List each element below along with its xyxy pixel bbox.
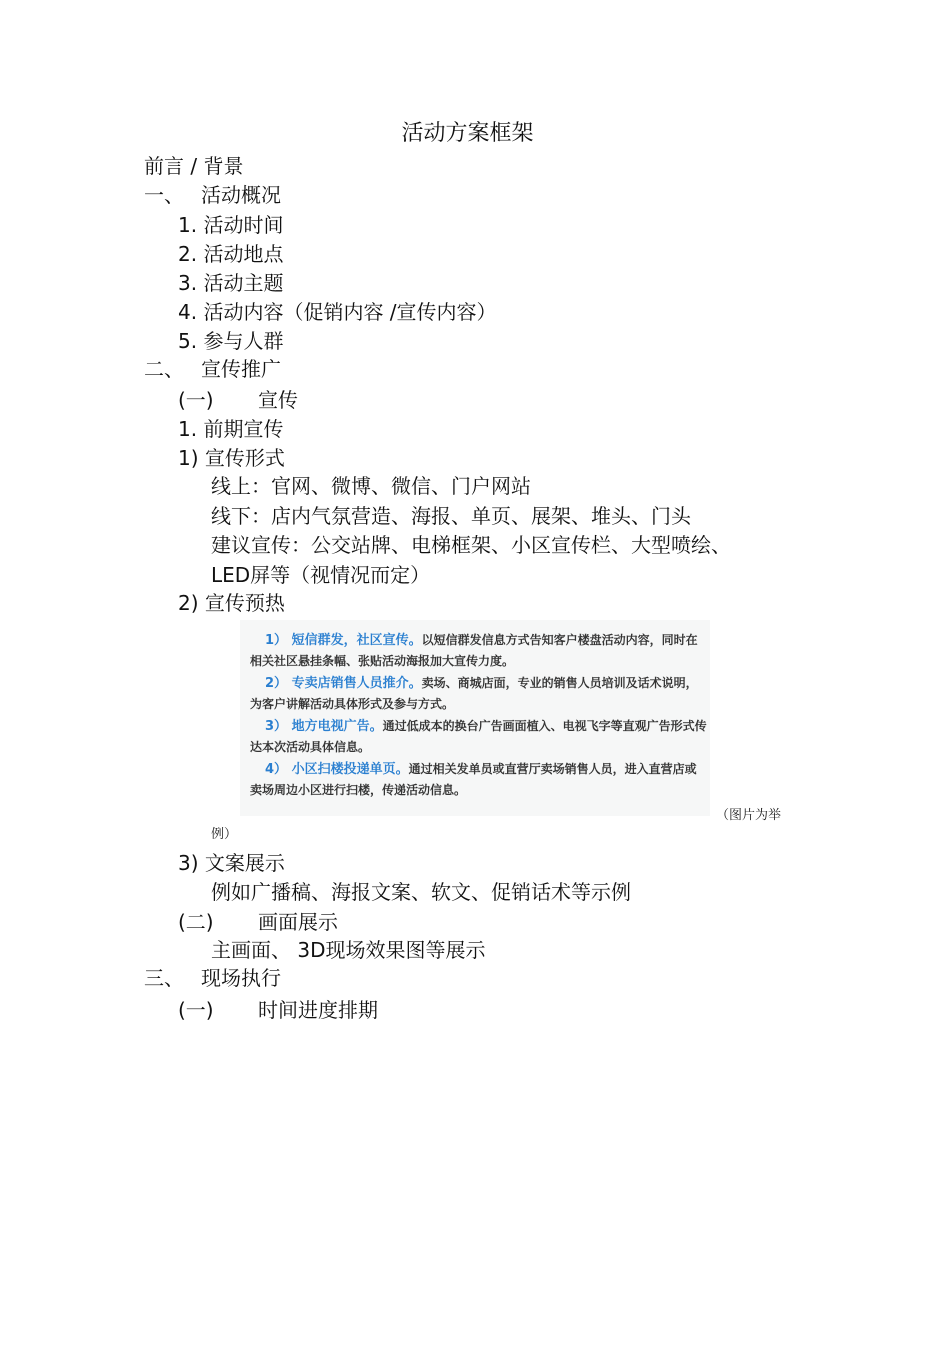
section-3-sub-1-heading: 时间进度排期 — [258, 998, 378, 1022]
section-2-sub-1-number: (一) — [178, 388, 214, 412]
example-image — [240, 620, 710, 816]
copy-display-desc: 例如广播稿、海报文案、软文、促销话术等示例 — [211, 880, 631, 904]
image-row-2-text: 卖场、商城店面，专业的销售人员培训及话术说明， — [421, 676, 698, 690]
offline-channels-line: 线下：店内气氛营造、海报、单页、展架、堆头、门头 — [211, 504, 691, 528]
preface-line: 前言 / 背景 — [144, 154, 244, 178]
image-row-2-heading: 2） 专卖店销售人员推介。 — [265, 676, 422, 691]
image-row-3-heading: 3） 地方电视广告。 — [265, 719, 383, 734]
image-row-4-cont: 卖场周边小区进行扫楼，传递活动信息。 — [250, 783, 467, 797]
suggested-channels-line-1: 建议宣传：公交站牌、电梯框架、小区宣传栏、大型喷绘、 — [211, 533, 731, 557]
section-2-sub-1-heading: 宣传 — [258, 388, 298, 412]
section-1-item-5: 5. 参与人群 — [178, 329, 284, 353]
warmup-line: 2) 宣传预热 — [178, 591, 285, 615]
section-2-heading: 宣传推广 — [201, 357, 281, 381]
section-1-item-3: 3. 活动主题 — [178, 271, 284, 295]
section-1-heading: 活动概况 — [201, 183, 281, 207]
section-2-sub-2-heading: 画面展示 — [258, 910, 338, 934]
image-row-2-cont: 为客户讲解活动具体形式及参与方式。 — [250, 697, 455, 711]
image-row-1-cont: 相关社区悬挂条幅、张贴活动海报加大宣传力度。 — [250, 654, 515, 668]
section-1-number: 一、 — [144, 183, 184, 207]
section-3-number: 三、 — [144, 966, 184, 990]
image-row-1-text: 以短信群发信息方式告知客户楼盘活动内容，同时在 — [421, 633, 698, 647]
section-3-heading: 现场执行 — [201, 966, 281, 990]
image-caption-part-1: （图片为举 — [716, 808, 782, 823]
visual-display-desc: 主画面、 3D现场效果图等展示 — [211, 938, 486, 962]
early-promotion-line: 1. 前期宣传 — [178, 417, 284, 441]
image-row-3-text: 通过低成本的换台广告画面植入、电视飞字等直观广告形式传 — [382, 719, 707, 733]
document-title: 活动方案框架 — [401, 121, 534, 146]
image-row-4-text: 通过相关发单员或直营厅卖场销售人员，进入直营店或 — [408, 762, 697, 776]
suggested-channels-line-2: LED屏等（视情况而定） — [211, 563, 431, 587]
image-caption-part-2: 例） — [211, 827, 238, 842]
image-row-1-heading: 1） 短信群发，社区宣传。 — [265, 633, 422, 648]
image-row-4-heading: 4） 小区扫楼投递单页。 — [265, 762, 409, 777]
section-2-number: 二、 — [144, 357, 184, 381]
copy-display-line: 3) 文案展示 — [178, 851, 285, 875]
section-1-item-2: 2. 活动地点 — [178, 242, 284, 266]
promotion-form-line: 1) 宣传形式 — [178, 446, 285, 470]
section-2-sub-2-number: (二) — [178, 910, 214, 934]
online-channels-line: 线上：官网、微博、微信、门户网站 — [211, 474, 531, 498]
image-row-3-cont: 达本次活动具体信息。 — [250, 740, 371, 754]
section-3-sub-1-number: (一) — [178, 998, 214, 1022]
section-1-item-1: 1. 活动时间 — [178, 213, 284, 237]
section-1-item-4: 4. 活动内容（促销内容 /宣传内容） — [178, 300, 497, 324]
